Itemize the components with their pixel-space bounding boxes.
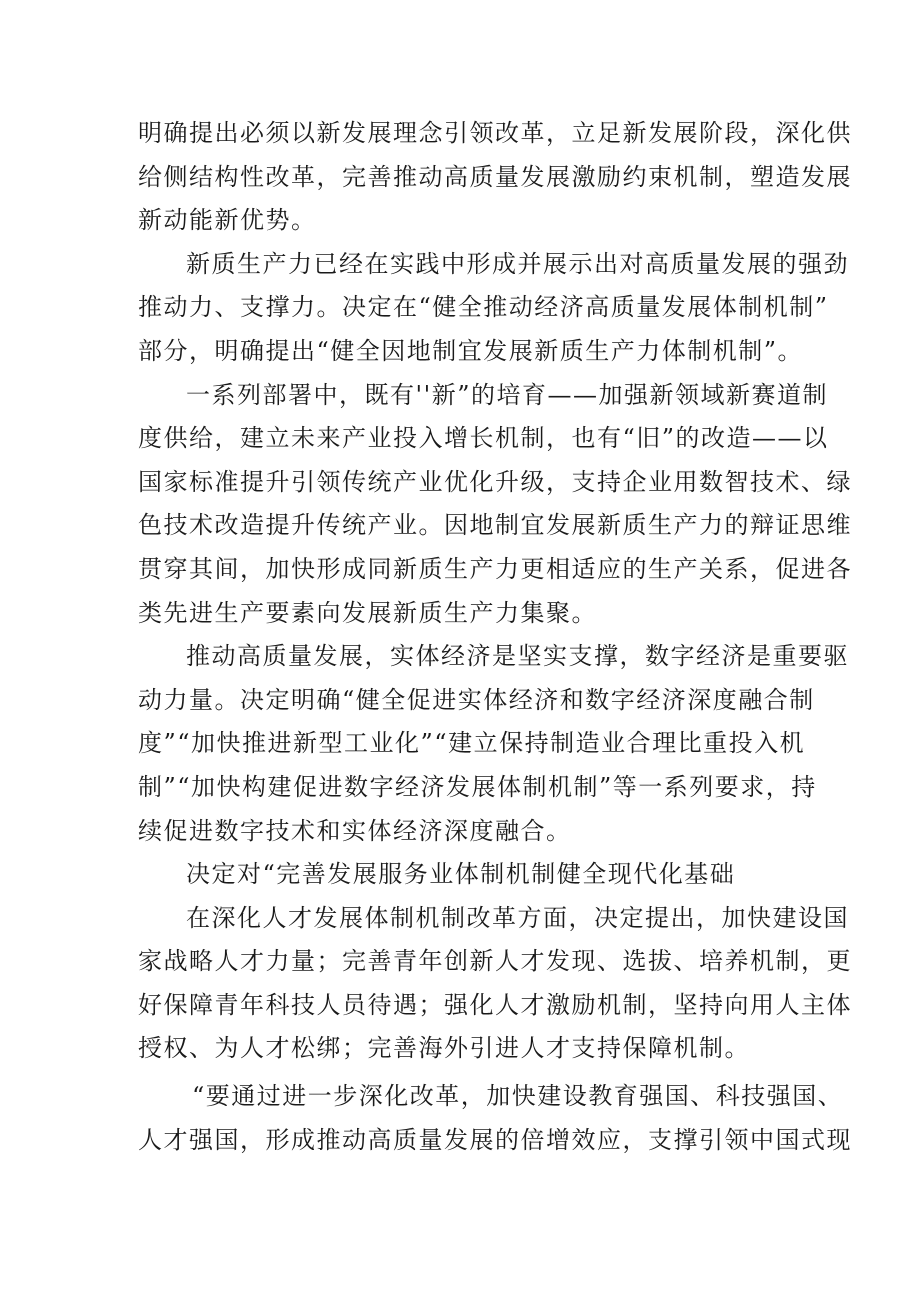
text-line: 部分，明确提出“健全因地制宜发展新质生产力体制机制”。 bbox=[138, 336, 804, 365]
text-line: 授权、为人才松绑；完善海外引进人才支持保障机制。 bbox=[138, 1034, 750, 1063]
text-line: 人才强国，形成推动高质量发展的倍增效应，支撑引领中国式现 bbox=[138, 1125, 852, 1154]
document-body bbox=[138, 112, 852, 1162]
text-line: 明确提出必须以新发展理念引领改革，立足新发展阶段，深化供 bbox=[138, 119, 852, 147]
text-line: 推动高质量发展，实体经济是坚实支撑，数字经济是重要驱 bbox=[186, 642, 849, 671]
text-line: 在深化人才发展体制机制改革方面，决定提出，加快建设国 bbox=[186, 903, 849, 932]
text-line: 贯穿其间，加快形成同新质生产力更相适应的生产关系，促进各 bbox=[138, 554, 852, 583]
text-line: 新质生产力已经在实践中形成并展示出对高质量发展的强劲 bbox=[186, 249, 849, 278]
text-line: 制”“加快构建促进数字经济发展体制机制”等一系列要求，持 bbox=[138, 772, 817, 801]
text-line: 续促进数字技术和实体经济深度融合。 bbox=[138, 816, 572, 845]
text-line: 类先进生产要素向发展新质生产力集聚。 bbox=[138, 598, 597, 627]
text-line: 度供给，建立未来产业投入增长机制，也有“旧”的改造——以 bbox=[138, 424, 829, 453]
text-line: 好保障青年科技人员待遇；强化人才激励机制，坚持向用人主体 bbox=[138, 990, 852, 1019]
text-line: 新动能新优势。 bbox=[138, 206, 317, 235]
text-line: “要通过进一步深化改革，加快建设教育强国、科技强国、 bbox=[192, 1082, 844, 1111]
text-line: 国家标准提升引领传统产业优化升级，支持企业用数智技术、绿 bbox=[138, 467, 852, 496]
text-line: 给侧结构性改革，完善推动高质量发展激励约束机制，塑造发展 bbox=[138, 162, 852, 191]
text-line: 家战略人才力量；完善青年创新人才发现、选拔、培养机制，更 bbox=[138, 947, 852, 976]
text-line: 一系列部署中，既有''新”的培育——加强新领域新赛道制 bbox=[186, 380, 828, 409]
text-line: 决定对“完善发展服务业体制机制健全现代化基础 bbox=[186, 860, 736, 889]
text-line: 色技术改造提升传统产业。因地制宜发展新质生产力的辩证思维 bbox=[138, 511, 852, 540]
text-line: 动力量。决定明确“健全促进实体经济和数字经济深度融合制 bbox=[138, 685, 815, 714]
text-line: 度”“加快推进新型工业化”“建立保持制造业合理比重投入机 bbox=[138, 729, 806, 758]
text-line: 推动力、支撑力。决定在“健全推动经济高质量发展体制机制” bbox=[138, 293, 829, 322]
